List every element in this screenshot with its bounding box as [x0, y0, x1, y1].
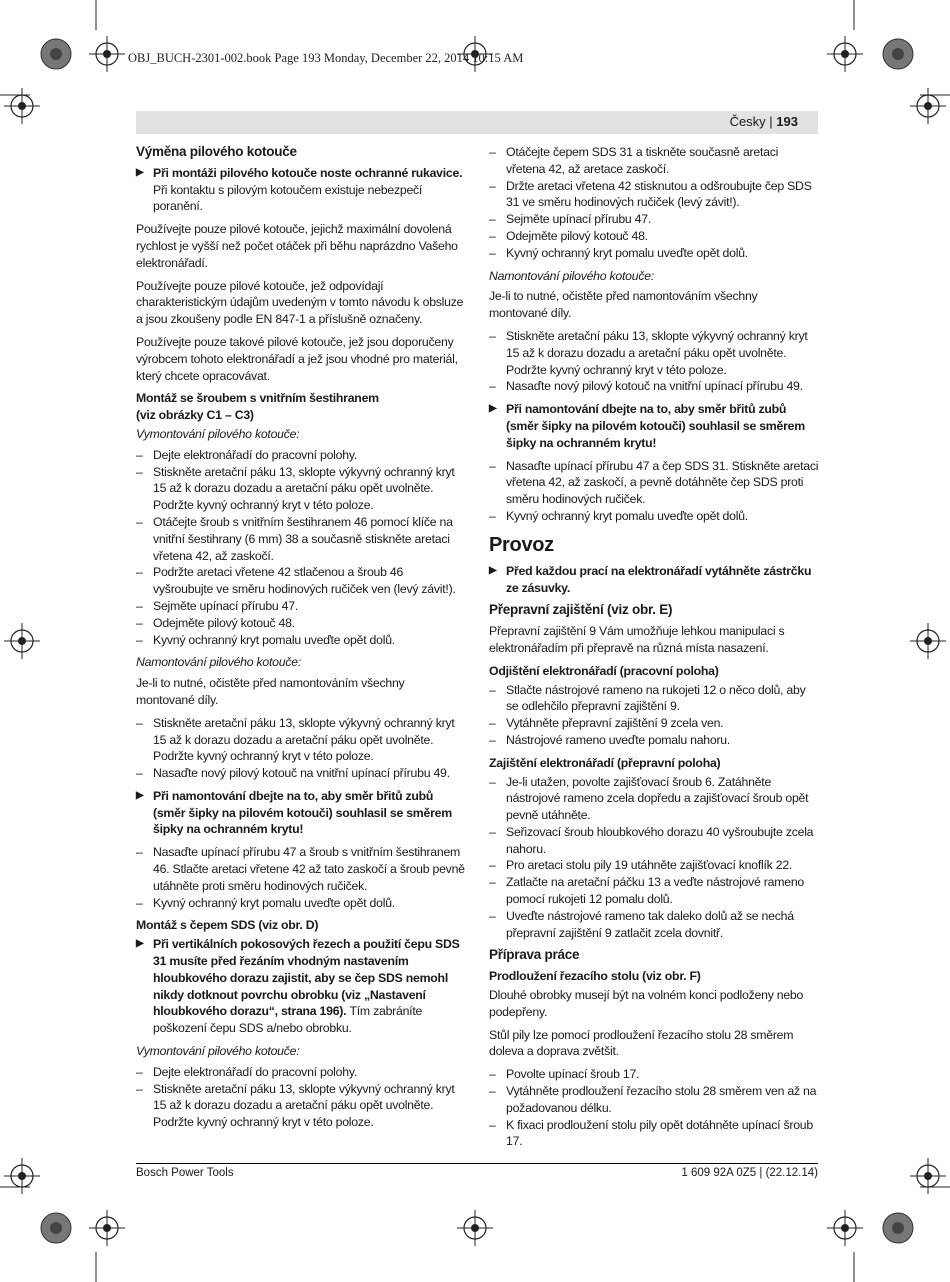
paragraph: Dlouhé obrobky musejí být na volném konci podloženy nebo podepřeny.: [489, 988, 804, 1019]
mount-steps: [136, 844, 466, 911]
heading-blade-change: Výměna pilového kotouče: [136, 144, 297, 159]
lock-steps: [489, 774, 819, 942]
list-item: – Je-li utažen, povolte zajišťovací šroub 6. Zatáhněte nástrojové rameno zcela dopředu a zajišťovací šroub opět pevně utáhněte.: [489, 774, 819, 824]
heading-transport-lock: Přepravní zajištění (viz obr. E): [489, 602, 673, 618]
list-item: – Podržte aretaci vřetene 42 stlačenou a šroub 46 vyšroubujte ve směru hodinových ručiček ven (levý závit!).: [136, 564, 466, 598]
right-column: [489, 144, 819, 1156]
list-item: – Nasaďte upínací přírubu 47 a šroub s vnitřním šestihranem 46. Stlačte aretaci vřetene 42 až tato zaskočí a šroub pevně utáhněte proti směru hodinových ručiček.: [136, 844, 466, 894]
heading-hex-mount: Montáž se šroubem s vnitřním šestihranem (viz obrázky C1 – C3): [136, 391, 379, 423]
list-item: – Stlačte nástrojové rameno na rukojeti 12 o něco dolů, aby se odlehčilo přepravní zajištění 9.: [489, 682, 819, 716]
list-item: – Zatlačte na aretační páčku 13 a veďte nástrojové rameno pomocí rukojeti 12 pomalu dolů.: [489, 874, 819, 908]
header-language: Česky: [729, 114, 766, 129]
warning-direction: ▶ Při namontování dbejte na to, aby směr břitů zubů (směr šipky na pilovém kotouči) souhlasil se směrem šipky na ochranném krytu!: [489, 401, 819, 451]
warning-list: [136, 788, 466, 838]
warning-plug: ▶ Před každou prací na elektronářadí vytáhněte zástrčku ze zásuvky.: [489, 563, 819, 597]
warning-list: [136, 165, 466, 215]
warning-sds: ▶ Při vertikálních pokosových řezech a použití čepu SDS 31 musíte před řezáním vhodným nastavením hloubkového dorazu zajistit, aby se čep SDS nemohl nikdy dotknout povrchu obrobku (viz „Nastavení hloubkového dorazu“, strana 196). Tím zabráníte poškození čepu SDS a/nebo obrobku.: [136, 936, 466, 1037]
footer-doc-number: 1 609 92A 0Z5 | (22.12.14): [681, 1167, 818, 1179]
list-item: – Stiskněte aretační páku 13, sklopte výkyvný ochranný kryt 15 až k dorazu dozadu a aretační páku opět uvolněte. Podržte kyvný ochranný kryt v této poloze.: [489, 328, 819, 378]
paragraph: Je-li to nutné, očistěte před namontováním všechny montované díly.: [489, 289, 758, 321]
paragraph: Přepravní zajištění 9 Vám umožňuje lehkou manipulaci s elektronářadím při přepravě na různá místa nasazení.: [489, 624, 785, 655]
list-item: – Kyvný ochranný kryt pomalu uveďte opět dolů.: [136, 895, 466, 912]
list-item: – Odejměte pilový kotouč 48.: [136, 615, 466, 632]
extension-steps: [489, 1066, 819, 1150]
heading-unlock: Odjištění elektronářadí (pracovní poloha): [489, 663, 719, 678]
list-item: – Nasaďte nový pilový kotouč na vnitřní upínací přírubu 49.: [489, 378, 819, 395]
list-item: – K fixaci prodloužení stolu pily opět dotáhněte upínací šroub 17.: [489, 1117, 819, 1151]
list-item: – Uveďte nástrojové rameno tak daleko dolů až se nechá přepravní zajištění 9 zatlačit zcela dovnitř.: [489, 908, 819, 942]
list-item: – Stiskněte aretační páku 13, sklopte výkyvný ochranný kryt 15 až k dorazu dozadu a aretační páku opět uvolněte. Podržte kyvný ochranný kryt v této poloze.: [136, 1081, 466, 1131]
heading-sds-mount: Montáž s čepem SDS (viz obr. D): [136, 918, 319, 933]
subheading-mount: Namontování pilového kotouče:: [489, 268, 655, 283]
paragraph: Používejte pouze pilové kotouče, jež odpovídají charakteristickým údajům uvedeným v tomto návodu k obsluze a jsou zkoušeny podle EN 847-1 a příslušně označeny.: [136, 278, 464, 327]
paragraph: Je-li to nutné, očistěte před namontováním všechny montované díly.: [136, 676, 405, 707]
sds-removal-steps: [489, 144, 819, 262]
paragraph: Používejte pouze pilové kotouče, jejichž maximální dovolená rychlost je vyšší než počet otáček při běhu naprázdno Vašeho elektronářadí.: [136, 222, 458, 270]
mount-steps: [136, 715, 466, 782]
warning-direction: ▶ Při namontování dbejte na to, aby směr břitů zubů (směr šipky na pilovém kotouči) souhlasil se směrem šipky na ochranném krytu!: [136, 788, 466, 838]
list-item: – Otáčejte šroub s vnitřním šestihranem 46 pomocí klíče na vnitřní šestihrany (6 mm) 38 a současně stiskněte aretaci vřetena 42, až zaskočí.: [136, 514, 466, 564]
paragraph: Používejte pouze takové pilové kotouče, jež jsou doporučeny výrobcem tohoto elektronářadí a jež jsou vhodné pro materiál, který chcete opracovávat.: [136, 334, 458, 383]
heading-table-extension: Prodloužení řezacího stolu (viz obr. F): [489, 969, 701, 984]
heading-work-prep: Příprava práce: [489, 947, 580, 963]
heading-operation: Provoz: [489, 533, 554, 556]
warning-gloves: ▶ Při montáži pilového kotouče noste ochranné rukavice. Při kontaktu s pilovým kotoučem existuje nebezpečí poranění.: [136, 165, 466, 215]
left-column: [136, 144, 466, 1137]
page-header: [136, 111, 818, 134]
paragraph: Stůl pily lze pomocí prodloužení řezacího stolu 28 směrem doleva a doprava zvětšit.: [489, 1027, 794, 1059]
list-item: – Sejměte upínací přírubu 47.: [136, 598, 466, 615]
list-item: – Stiskněte aretační páku 13, sklopte výkyvný ochranný kryt 15 až k dorazu dozadu a aretační páku opět uvolněte. Podržte kyvný ochranný kryt v této poloze.: [136, 464, 466, 514]
list-item: – Dejte elektronářadí do pracovní polohy.: [136, 1064, 466, 1081]
list-item: – Sejměte upínací přírubu 47.: [489, 211, 819, 228]
sds-removal-steps: [136, 1064, 466, 1131]
list-item: – Kyvný ochranný kryt pomalu uveďte opět dolů.: [489, 245, 819, 262]
list-item: – Nasaďte nový pilový kotouč na vnitřní upínací přírubu 49.: [136, 765, 466, 782]
list-item: – Povolte upínací šroub 17.: [489, 1066, 819, 1083]
removal-steps: [136, 447, 466, 649]
list-item: – Držte aretaci vřetena 42 stisknutou a odšroubujte čep SDS 31 ve směru hodinových ručiček (levý závit!).: [489, 178, 819, 212]
list-item: – Vytáhněte přepravní zajištění 9 zcela ven.: [489, 715, 819, 732]
list-item: – Otáčejte čepem SDS 31 a tiskněte současně aretaci vřetena 42, až aretace zaskočí.: [489, 144, 819, 178]
list-item: – Vytáhněte prodloužení řezacího stolu 28 směrem ven až na požadovanou délku.: [489, 1083, 819, 1117]
list-item: – Stiskněte aretační páku 13, sklopte výkyvný ochranný kryt 15 až k dorazu dozadu a aretační páku opět uvolněte. Podržte kyvný ochranný kryt v této poloze.: [136, 715, 466, 765]
sds-mount-steps: [489, 458, 819, 525]
list-item: – Nástrojové rameno uveďte pomalu nahoru.: [489, 732, 819, 749]
list-item: – Dejte elektronářadí do pracovní polohy.: [136, 447, 466, 464]
sds-mount-steps: [489, 328, 819, 395]
footer-rule: [136, 1163, 818, 1164]
list-item: – Kyvný ochranný kryt pomalu uveďte opět dolů.: [136, 632, 466, 649]
footer-brand: Bosch Power Tools: [136, 1167, 234, 1179]
warning-list: [489, 401, 819, 451]
print-info-line: OBJ_BUCH-2301-002.book Page 193 Monday, December 22, 2014 10:15 AM: [128, 51, 524, 65]
subheading-mount: Namontování pilového kotouče:: [136, 655, 302, 670]
subheading-removal: Vymontování pilového kotouče:: [136, 1044, 300, 1059]
unlock-steps: [489, 682, 819, 749]
header-page-number: 193: [776, 114, 798, 129]
warning-list: [489, 563, 819, 597]
list-item: – Seřizovací šroub hloubkového dorazu 40 vyšroubujte zcela nahoru.: [489, 824, 819, 858]
list-item: – Nasaďte upínací přírubu 47 a čep SDS 31. Stiskněte aretaci vřetena 42, až zaskočí, a pevně dotáhněte čep SDS proti směru hodinových ručiček.: [489, 458, 819, 508]
subheading-removal: Vymontování pilového kotouče:: [136, 426, 300, 441]
list-item: – Pro aretaci stolu pily 19 utáhněte zajišťovací knoflík 22.: [489, 857, 819, 874]
header-language-page: Česky | 193: [729, 114, 798, 129]
list-item: – Kyvný ochranný kryt pomalu uveďte opět dolů.: [489, 508, 819, 525]
heading-lock: Zajištění elektronářadí (přepravní poloha): [489, 755, 721, 770]
list-item: – Odejměte pilový kotouč 48.: [489, 228, 819, 245]
warning-list: [136, 936, 466, 1037]
